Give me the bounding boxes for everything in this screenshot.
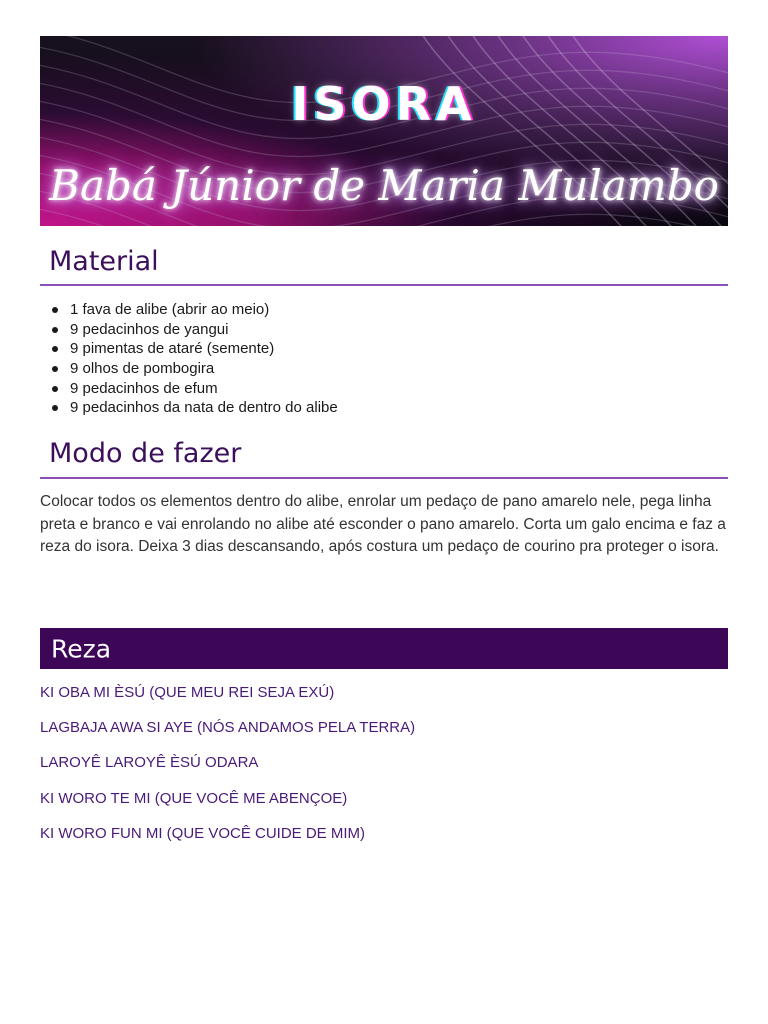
banner-title: ISORA xyxy=(291,77,477,131)
list-item xyxy=(70,339,338,359)
list-item-text: 9 pedacinhos de yangui xyxy=(70,320,229,338)
materials-list xyxy=(40,300,338,418)
list-item xyxy=(70,320,338,340)
prayer-line: KI OBA MI ÈSÚ (QUE MEU REI SEJA EXÚ) xyxy=(40,684,335,701)
reza-header-bar xyxy=(40,628,728,669)
reza-heading: Reza xyxy=(51,634,112,663)
list-item-text: 9 pedacinhos da nata de dentro do alibe xyxy=(70,399,338,417)
prayer-line: LAROYÊ LAROYÊ ÈSÚ ODARA xyxy=(40,754,259,771)
list-item-text: 9 pimentas de ataré (semente) xyxy=(70,340,275,358)
list-item-text: 9 pedacinhos de efum xyxy=(70,379,218,397)
bullet-icon xyxy=(52,386,58,392)
modo-divider xyxy=(40,477,728,479)
method-paragraph: Colocar todos os elementos dentro do alibe, enrolar um pedaço de pano amarelo nele, pega linha preta e branco e vai enrolando no alibe até esconder o pano amarelo. Corta um galo encima e faz a reza do isora. Deixa 3 dias descansando, após costura um pedaço de courino pra proteger o isora. xyxy=(40,493,726,555)
list-item xyxy=(70,300,338,320)
prayer-line: KI WORO TE MI (QUE VOCÊ ME ABENÇOE) xyxy=(40,790,348,807)
header-banner xyxy=(40,36,728,226)
banner-subtitle: Babá Júnior de Maria Mulambo xyxy=(49,161,719,210)
bullet-icon xyxy=(52,405,58,411)
list-item-text: 1 fava de alibe (abrir ao meio) xyxy=(70,301,270,318)
list-item xyxy=(70,359,338,379)
material-heading: Material xyxy=(49,246,159,277)
bullet-icon xyxy=(52,307,58,313)
list-item xyxy=(70,398,338,418)
bullet-icon xyxy=(52,366,58,372)
prayer-line: LAGBAJA AWA SI AYE (NÓS ANDAMOS PELA TERRA) xyxy=(40,719,416,736)
list-item xyxy=(70,379,338,399)
list-item-text: 9 olhos de pombogira xyxy=(70,360,215,378)
modo-heading: Modo de fazer xyxy=(49,438,242,469)
bullet-icon xyxy=(52,346,58,352)
bullet-icon xyxy=(52,327,58,333)
material-divider xyxy=(40,284,728,286)
prayer-line: KI WORO FUN MI (QUE VOCÊ CUIDE DE MIM) xyxy=(40,825,365,842)
